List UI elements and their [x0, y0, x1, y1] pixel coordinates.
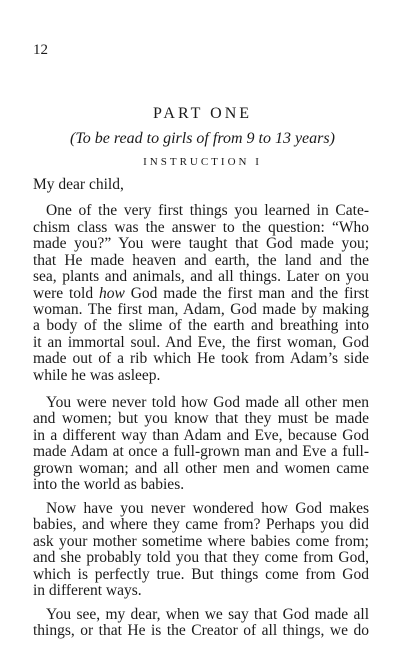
page-number: 12	[33, 42, 48, 58]
text-line: sea, plants and animals, and all things. Later on you	[33, 268, 369, 285]
text-line: things, or that He is the Creator of all things, we do	[33, 622, 369, 639]
text-line: a body of the slime of the earth and breathing into	[33, 317, 369, 335]
text-line: were told how God made the first man and the first	[33, 284, 369, 302]
text-line: woman. The first man, Adam, God made by making	[33, 300, 369, 318]
subtitle: (To be read to girls of from 9 to 13 years)	[70, 130, 335, 147]
emphasis-how: how	[98, 284, 125, 302]
text-line: and she probably told you that they come from God,	[33, 549, 369, 567]
text-line: chism class was the answer to the question: “Who	[33, 218, 369, 236]
text-line: ask your mother sometime where babies come from;	[33, 532, 369, 550]
text-line: grown woman; and all other men and women came	[33, 459, 369, 477]
salutation: My dear child,	[33, 176, 124, 193]
text-line: made out of a rib which He took from Adam’s side	[33, 350, 369, 368]
text-line: babies, and where they came from? Perhaps you did	[33, 516, 369, 534]
text-line: while he was asleep.	[33, 366, 161, 384]
text-line: One of the very first things you learned in Cate-	[46, 202, 369, 219]
text-line: You were never told how God made all other men	[46, 393, 369, 411]
text-line: and women; but you know that they must be made	[33, 410, 369, 428]
part-heading: PART ONE	[152, 105, 253, 122]
text-line: which is perfectly true. But things come from God	[33, 565, 369, 583]
text-line: into the world as babies.	[33, 476, 185, 494]
text-line: that He made heaven and earth, the land and the	[33, 251, 369, 269]
text-line: it an immortal soul. And Eve, the first woman, God	[33, 333, 369, 351]
text-line: in a different way than Adam and Eve, because God	[33, 426, 369, 444]
text-line: You see, my dear, when we say that God made all	[46, 605, 369, 623]
text-line: made Adam at once a full-grown man and Eve a full-	[33, 443, 369, 461]
text-line: made you?” You were taught that God made you;	[33, 235, 369, 252]
text-line: in different ways.	[33, 582, 142, 600]
instruction-heading: INSTRUCTION I	[143, 156, 262, 168]
text-line: Now have you never wondered how God makes	[46, 499, 369, 517]
